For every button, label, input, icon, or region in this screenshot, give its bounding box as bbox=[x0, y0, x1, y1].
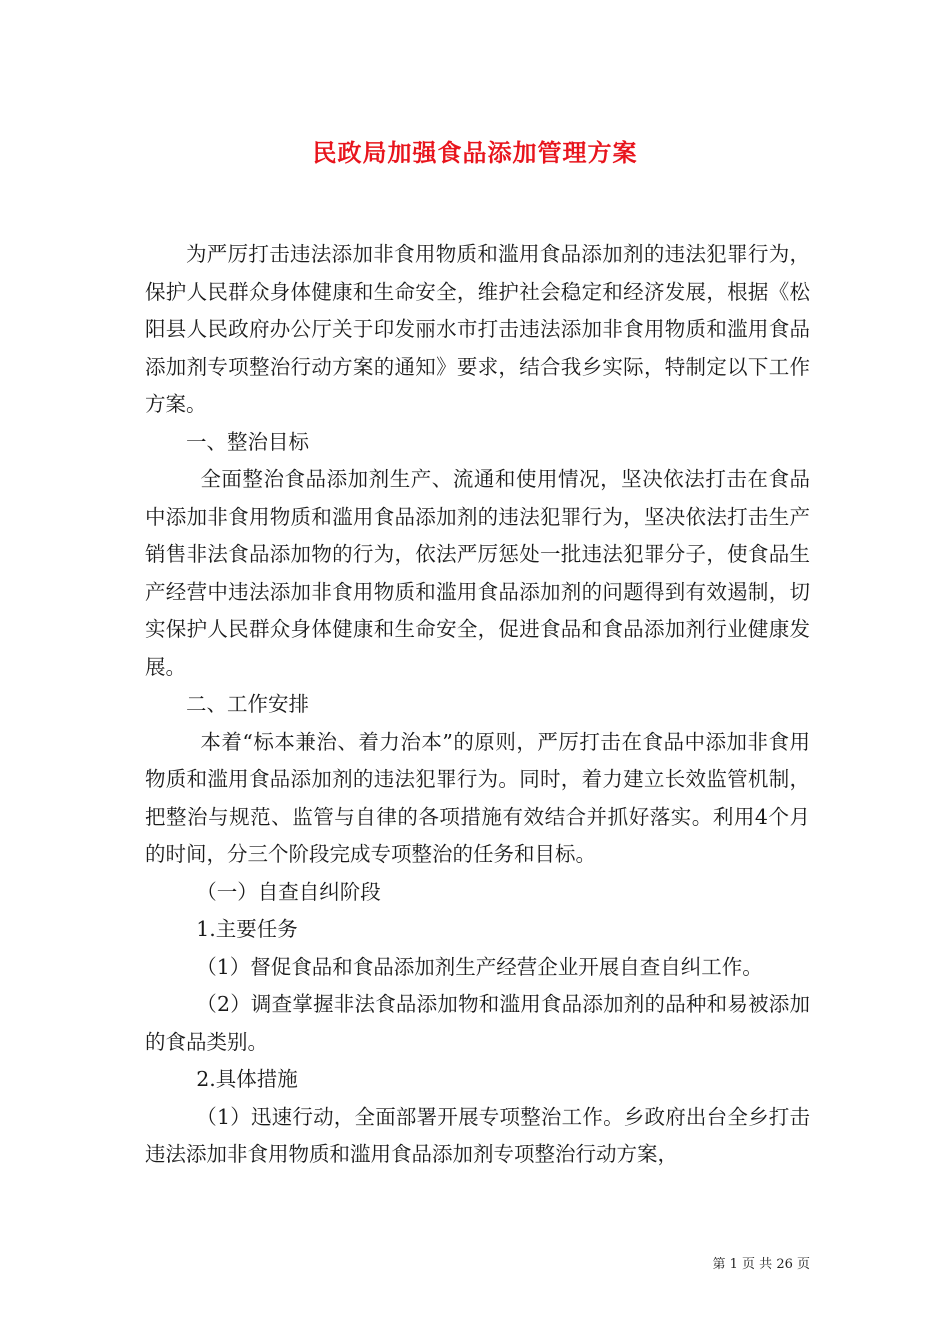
arrangement-paragraph: 本着“标本兼治、着力治本”的原则，严厉打击在食品中添加非食用物质和滥用食品添加剂的违法犯罪行为。同时，着力建立长效监管机制，把整治与规范、监管与自律的各项措施有效结合并抓好落实。利用4个月的时间，分三个阶段完成专项整治的任务和目标。 bbox=[145, 729, 810, 866]
section-heading-goals: 一、整治目标 bbox=[186, 429, 309, 454]
goals-paragraph: 全面整治食品添加剂生产、流通和使用情况，坚决依法打击在食品中添加非食用物质和滥用食品添加剂的违法犯罪行为，坚决依法打击生产销售非法食品添加物的行为，依法严厉惩处一批违法犯罪分子，使食品生产经营中违法添加非食用物质和滥用食品添加剂的问题得到有效遏制，切实保护人民群众身体健康和生命安全，促进食品和食品添加剂行业健康发展。 bbox=[145, 467, 810, 679]
measure-item-1: （1）迅速行动，全面部署开展专项整治工作。乡政府出台全乡打击违法添加非食用物质和滥用食品添加剂专项整治行动方案， bbox=[145, 1104, 810, 1166]
list-heading-measures: 2.具体措施 bbox=[196, 1067, 298, 1091]
intro-paragraph: 为严厉打击违法添加非食用物质和滥用食品添加剂的违法犯罪行为，保护人民群众身体健康和生命安全，维护社会稳定和经济发展，根据《松阳县人民政府办公厅关于印发丽水市打击违法添加非食用物质和滥用食品添加剂专项整治行动方案的通知》要求，结合我乡实际，特制定以下工作方案。 bbox=[145, 242, 810, 416]
document-body bbox=[145, 236, 810, 1174]
subsection-heading-self-check: （一）自查自纠阶段 bbox=[196, 879, 381, 904]
list-heading-main-tasks: 1.主要任务 bbox=[196, 917, 298, 941]
page-number-footer: 第 1 页 共 26 页 bbox=[712, 1257, 810, 1272]
task-item-2: （2）调查掌握非法食品添加物和滥用食品添加剂的品种和易被添加的食品类别。 bbox=[145, 992, 810, 1054]
section-heading-arrangement: 二、工作安排 bbox=[186, 692, 309, 716]
document-title: 民政局加强食品添加管理方案 bbox=[312, 138, 638, 167]
task-item-1: （1）督促食品和食品添加剂生产经营企业开展自查自纠工作。 bbox=[196, 954, 763, 979]
